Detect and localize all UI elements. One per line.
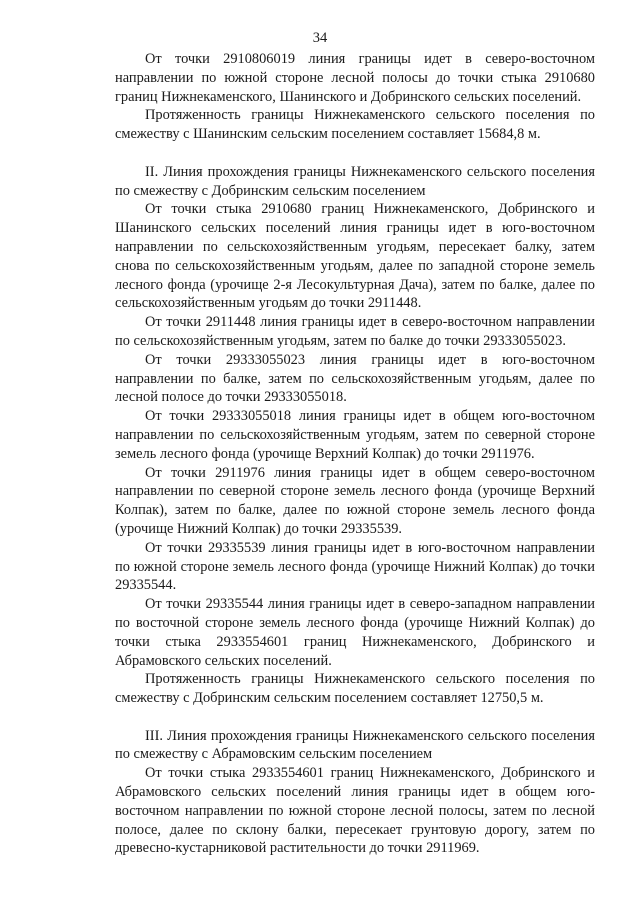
paragraph: От точки стыка 2910680 границ Нижнекаменского, Добринского и Шанинского сельских поселений линия границы идет в юго-восточном направлении по сельскохозяйственным угодьям, пересекает балку, затем снова по сельскохозяйственным угодьям, далее по западной стороне земель лесного фонда (урочище 2-я Лесокультурная Дача), затем по балке, далее по сельскохозяйственным угодьям до точки 2911448. [115, 201, 595, 312]
section-spacer [115, 144, 595, 163]
paragraph: От точки 2911976 линия границы идет в общем северо-восточном направлении по северной стороне земель лесного фонда (урочище Верхний Колпак), затем по балке, далее по южной стороне земель лесного фонда (урочище Нижний Колпак) до точки 29335539. [115, 464, 595, 537]
paragraph: От точки 2911448 линия границы идет в северо-восточном направлении по сельскохозяйственным угодьям, затем по балке до точки 29333055023. [115, 314, 595, 349]
paragraph: От точки 29333055023 линия границы идет в юго-восточном направлении по балке, затем по сельскохозяйственным угодьям, далее по лесной полосе до точки 29333055018. [115, 351, 595, 406]
document-body [115, 50, 595, 858]
page-number: 34 [312, 30, 328, 46]
section-spacer [115, 708, 595, 727]
paragraph: Протяженность границы Нижнекаменского сельского поселения по смежеству с Шанинским сельским поселением составляет 15684,8 м. [115, 107, 595, 143]
paragraph: От точки 2910806019 линия границы идет в северо-восточном направлении по южной стороне лесной полосы до точки стыка 2910680 границ Нижнекаменского, Шанинского и Добринского сельских поселений. [115, 51, 595, 105]
paragraph: Протяженность границы Нижнекаменского сельского поселения по смежеству с Добринским сельским поселением составляет 12750,5 м. [115, 671, 595, 707]
paragraph: От точки 29333055018 линия границы идет в общем юго-восточном направлении по сельскохозяйственным угодьям, затем по северной стороне земель лесного фонда (урочище Верхний Колпак) до точки 2911976. [115, 408, 595, 462]
section-heading: II. Линия прохождения границы Нижнекаменского сельского поселения по смежеству с Добринским сельским поселением [115, 163, 595, 199]
section-heading: III. Линия прохождения границы Нижнекаменского сельского поселения по смежеству с Абрамовским сельским поселением [115, 727, 595, 763]
paragraph: От точки 29335544 линия границы идет в северо-западном направлении по восточной стороне земель лесного фонда (урочище Нижний Колпак) до точки стыка 2933554601 границ Нижнекаменского, Добринского и Абрамовского сельских поселений. [115, 596, 595, 669]
paragraph: От точки стыка 2933554601 границ Нижнекаменского, Добринского и Абрамовского сельских поселений линия границы идет в общем юго-восточном направлении по южной стороне лесной полосы, затем по лесной полосе, далее по склону балки, пересекает грунтовую дорогу, затем по древесно-кустарниковой растительности до точки 2911969. [115, 765, 595, 857]
paragraph: От точки 29335539 линия границы идет в юго-восточном направлении по южной стороне земель лесного фонда (урочище Нижний Колпак) до точки 29335544. [115, 539, 595, 594]
